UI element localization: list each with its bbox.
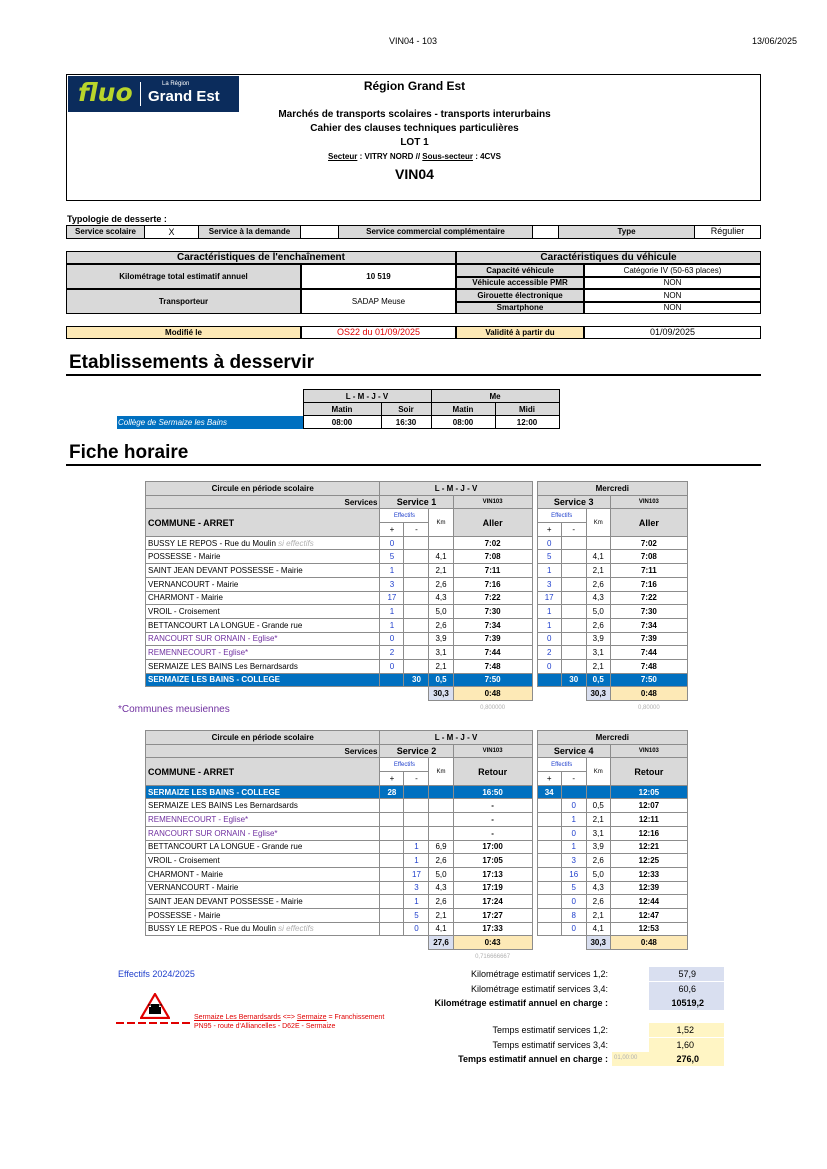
etab-name: Collège de Sermaize les Bains [117,416,303,429]
effectif-minus: 16 [561,867,586,881]
effectif-plus [380,895,404,909]
time-cell: 7:34 [453,618,532,632]
time-cell: 7:39 [453,632,532,646]
km-cell: 2,1 [429,659,453,673]
effectif-minus [404,646,429,660]
effectif-minus [561,646,586,660]
effectif-minus: 1 [404,895,429,909]
km-cell: 0,5 [586,799,610,813]
km-cell: 3,9 [429,632,453,646]
kmann-value: 10519,2 [649,996,724,1010]
km-cell: 5,0 [586,867,610,881]
effectif-minus: 0 [561,826,586,840]
typologie-row: Service scolaire X Service à la demande Service commercial complémentaire Type Régulier [66,225,761,239]
effectif-plus [380,826,404,840]
stop-name: BETTANCOURT LA LONGUE - Grande rue [146,840,380,854]
km-cell [586,785,610,799]
km-cell: 4,1 [586,550,610,564]
effectif-plus: 1 [537,564,561,578]
time-cell: 12:07 [610,799,687,813]
time-cell: 7:11 [610,564,687,578]
time-cell: 17:19 [453,881,532,895]
effectif-plus [380,840,404,854]
effectif-plus: 2 [537,646,561,660]
t34-label: Temps estimatif services 3,4: [492,1040,608,1050]
legend-line2: PN95 - route d'Alliancelles - D62E - Sermaize [194,1023,336,1030]
effectif-plus [380,908,404,922]
total-row: 27,6 0:43 30,3 0:48 [146,936,688,950]
effectif-minus [561,785,586,799]
table-row [146,550,688,564]
stop-name: SAINT JEAN DEVANT POSSESSE - Mairie [146,564,380,578]
time-cell: 16:50 [453,785,532,799]
table-row [146,591,688,605]
communes-note: *Communes meusiennes [118,704,230,715]
stop-name: BUSSY LE REPOS - Rue du Moulin si effectifs [146,922,380,936]
tann-gray: 01,00:00 [614,1055,638,1061]
effectif-minus [404,785,429,799]
page-code: VIN04 - 103 [389,36,438,46]
lot: LOT 1 [400,137,429,148]
km-cell: 3,1 [429,646,453,660]
effectif-minus [404,564,429,578]
effectif-plus [537,908,561,922]
time-cell: 17:13 [453,867,532,881]
km-cell: 2,1 [586,813,610,827]
time-cell: 7:22 [610,591,687,605]
table-row [146,605,688,619]
time-cell: 7:48 [453,659,532,673]
effectif-minus: 5 [404,908,429,922]
stop-name: VROIL - Croisement [146,854,380,868]
title-box [66,74,761,201]
table-row [146,895,688,909]
time-cell: 7:22 [453,591,532,605]
stop-name: REMENNECOURT - Eglise* [146,813,380,827]
time-cell: 7:44 [610,646,687,660]
km-cell: 4,1 [429,922,453,936]
km-cell: 3,1 [586,646,610,660]
horaire-table-aller: Circule en période scolaire L - M - J - V Mercredi Services Service 1 VIN103 Service 3 VIN103 COMMUNE - ARRET Effectifs Km Aller Effectifs Km Aller + - + - BUSSY LE REPOS - Rue du Moulin si effectifs 0 7:02 0 7:02 POSSESSE - Mairie 5 4,1 7:08 5 4,1 7:08 SAINT JEAN DEVANT POSSESSE - Mairie 1 2,1 7:11 1 2,1 7:11 VERNANCOURT - Mairie 3 2,6 7:16 3 2,6 7:16 CHARMONT - Mairie 17 4,3 7:22 17 4,3 7:22 VROIL - Croisement 1 5,0 7:30 1 5,0 7:30 BETTANCOURT LA LONGUE - Grande rue 1 2,6 7:34 1 2,6 7:34 RANCOURT SUR ORNAIN - Eglise* 0 3,9 7:39 0 3,9 7:39 REMENNECOURT - Eglise* 2 3,1 7:44 2 3,1 7:44 SERMAIZE LES BAINS Les Bernardsards 0 2,1 7:48 0 2,1 7:48 SERMAIZE LES BAINS - COLLEGE 30 0,5 7:50 30 0,5 7:50 30,3 0:48 30,3 0:48 0,800000 0,80000 [145,481,688,714]
table-row [146,673,688,687]
effectif-minus: 30 [404,673,429,687]
km-cell [429,785,453,799]
effectif-minus: 3 [404,881,429,895]
km-cell: 5,0 [429,867,453,881]
effectif-plus [380,854,404,868]
effectif-minus [404,591,429,605]
km34-label: Kilométrage estimatif services 3,4: [470,984,608,994]
time-cell: 7:34 [610,618,687,632]
km-cell: 3,9 [586,840,610,854]
effectif-plus: 28 [380,785,404,799]
stop-name: VROIL - Croisement [146,605,380,619]
km-cell: 6,9 [429,840,453,854]
effectif-plus: 5 [537,550,561,564]
table-row [146,813,688,827]
effectif-minus: 30 [561,673,586,687]
effectif-plus [537,826,561,840]
effectif-plus [537,895,561,909]
effectif-plus [380,881,404,895]
effectif-minus [561,618,586,632]
stop-name: SERMAIZE LES BAINS Les Bernardsards [146,799,380,813]
effectif-plus [537,867,561,881]
table-row [146,922,688,936]
km-cell: 2,6 [586,854,610,868]
table-row [146,632,688,646]
effectif-minus: 0 [561,895,586,909]
km-cell [429,826,453,840]
time-cell: 7:50 [453,673,532,687]
effectif-plus: 0 [380,659,404,673]
stop-name: SAINT JEAN DEVANT POSSESSE - Mairie [146,895,380,909]
stop-name: VERNANCOURT - Mairie [146,577,380,591]
time-cell: 12:44 [610,895,687,909]
effectif-minus: 0 [561,922,586,936]
table-row [146,659,688,673]
km-cell [586,536,610,550]
effectif-plus: 1 [380,618,404,632]
time-cell: 7:08 [610,550,687,564]
effectif-plus: 0 [537,632,561,646]
table-row [146,867,688,881]
effectif-plus: 34 [537,785,561,799]
effectif-minus [561,632,586,646]
km-cell: 2,1 [429,908,453,922]
effectif-plus: 17 [380,591,404,605]
km12-value: 57,9 [649,967,724,981]
effectif-plus [537,854,561,868]
time-cell: 17:00 [453,840,532,854]
km-cell: 4,3 [429,881,453,895]
time-cell: 7:39 [610,632,687,646]
km-cell [429,813,453,827]
effectif-plus [380,867,404,881]
effectif-minus [561,536,586,550]
effectif-minus [404,605,429,619]
time-cell: 12:33 [610,867,687,881]
km-cell: 0,5 [429,673,453,687]
time-cell: - [453,813,532,827]
km-cell: 2,6 [429,618,453,632]
time-cell: 12:47 [610,908,687,922]
km-cell: 2,1 [429,564,453,578]
stop-name: SERMAIZE LES BAINS Les Bernardsards [146,659,380,673]
time-cell: 12:53 [610,922,687,936]
km-cell: 4,1 [586,922,610,936]
time-cell: 7:02 [453,536,532,550]
table-row [146,564,688,578]
km-cell: 3,9 [586,632,610,646]
time-cell: 7:44 [453,646,532,660]
time-cell: 7:08 [453,550,532,564]
table-row [146,840,688,854]
effectif-minus [404,536,429,550]
km-cell [429,799,453,813]
effectif-minus [561,591,586,605]
divider [66,374,761,376]
km-cell: 2,6 [429,577,453,591]
table-row [146,646,688,660]
page-date: 13/06/2025 [752,36,798,46]
effectif-plus [537,813,561,827]
effectif-minus [404,826,429,840]
time-cell: 7:16 [453,577,532,591]
effectif-plus [537,922,561,936]
table-row [146,908,688,922]
time-cell: 12:21 [610,840,687,854]
km-cell: 2,6 [586,895,610,909]
km-cell [429,536,453,550]
typologie-title: Typologie de desserte : [67,214,167,224]
effectif-minus: 1 [561,813,586,827]
effectif-minus: 8 [561,908,586,922]
effectifs-year: Effectifs 2024/2025 [118,969,195,979]
effectif-minus: 5 [561,881,586,895]
effectif-plus [380,922,404,936]
effectif-plus [537,840,561,854]
effectif-plus [537,881,561,895]
table-row [146,854,688,868]
time-cell: 7:02 [610,536,687,550]
horaire-table-retour: Circule en période scolaire L - M - J - V Mercredi Services Service 2 VIN103 Service 4 VIN103 COMMUNE - ARRET Effectifs Km Retour Effectifs Km Retour + - + - SERMAIZE LES BAINS - COLLEGE 28 16:50 34 12:05 SERMAIZE LES BAINS Les Bernardsards - 0 0,5 12:07 REMENNECOURT - Eglise* - 1 2,1 12:11 RANCOURT SUR ORNAIN - Eglise* - 0 3,1 12:16 BETTANCOURT LA LONGUE - Grande rue 1 6,9 17:00 1 3,9 12:21 VROIL - Croisement 1 2,6 17:05 3 2,6 12:25 CHARMONT - Mairie 17 5,0 17:13 16 5,0 12:33 VERNANCOURT - Mairie 3 4,3 17:19 5 4,3 12:39 SAINT JEAN DEVANT POSSESSE - Mairie 1 2,6 17:24 0 2,6 12:44 POSSESSE - Mairie 5 2,1 17:27 8 2,1 12:47 BUSSY LE REPOS - Rue du Moulin si effectifs 0 4,1 17:33 0 4,1 12:53 27,6 0:43 30,3 0:48 0,716666667 [145,730,688,963]
time-cell: 12:16 [610,826,687,840]
t12-label: Temps estimatif services 1,2: [492,1025,608,1035]
km-cell: 4,3 [429,591,453,605]
time-cell: 12:39 [610,881,687,895]
stop-name: BUSSY LE REPOS - Rue du Moulin si effectifs [146,536,380,550]
stop-name: CHARMONT - Mairie [146,867,380,881]
km-cell: 4,3 [586,881,610,895]
t34-value: 1,60 [649,1038,724,1052]
time-cell: 12:25 [610,854,687,868]
t12-value: 1,52 [649,1023,724,1037]
stop-name: BETTANCOURT LA LONGUE - Grande rue [146,618,380,632]
effectif-plus: 0 [537,659,561,673]
fluo-logo: fluo La Région Grand Est [68,76,239,112]
effectif-minus [404,659,429,673]
table-row [146,618,688,632]
effectif-plus: 0 [537,536,561,550]
km-cell: 5,0 [586,605,610,619]
red-dashed-line [116,1020,192,1026]
secteur: Secteur : VITRY NORD // Sous-secteur : 4CVS [328,152,501,161]
effectif-minus: 0 [404,922,429,936]
km-cell: 2,6 [586,577,610,591]
km-cell: 0,5 [586,673,610,687]
table-row [146,785,688,799]
effectif-plus: 1 [537,618,561,632]
legend-line1: Sermaize Les Bernardsards <=> Sermaize = Franchissement [194,1014,385,1021]
table-row [146,826,688,840]
modif-row: Modifié le OS22 du 01/09/2025 Validité à partir du 01/09/2025 [66,326,761,340]
time-cell: 17:33 [453,922,532,936]
stop-name: REMENNECOURT - Eglise* [146,646,380,660]
tann-value: 276,0 [676,1054,699,1064]
region-title: Région Grand Est [363,79,466,93]
time-cell: 7:30 [610,605,687,619]
km-cell: 3,1 [586,826,610,840]
effectif-plus: 17 [537,591,561,605]
time-cell: 7:48 [610,659,687,673]
divider [66,464,761,466]
effectif-minus: 3 [561,854,586,868]
km-cell: 2,6 [429,854,453,868]
effectif-plus [537,799,561,813]
table-row [146,799,688,813]
effectif-plus [380,673,404,687]
table-row [146,881,688,895]
km-cell: 2,6 [429,895,453,909]
effectif-plus: 3 [537,577,561,591]
time-cell: 17:27 [453,908,532,922]
vin-code: VIN04 [395,166,434,182]
time-cell: 7:30 [453,605,532,619]
effectif-minus: 1 [561,840,586,854]
effectif-plus: 2 [380,646,404,660]
stop-name: POSSESSE - Mairie [146,550,380,564]
time-cell: 17:05 [453,854,532,868]
km-cell: 4,1 [429,550,453,564]
effectif-plus: 5 [380,550,404,564]
stop-name: SERMAIZE LES BAINS - COLLEGE [146,673,380,687]
stop-name: SERMAIZE LES BAINS - COLLEGE [146,785,380,799]
total-row: 30,3 0:48 30,3 0:48 [146,687,688,701]
level-crossing-icon [140,993,170,1019]
table-row [146,536,688,550]
effectif-minus [561,659,586,673]
effectif-minus [561,605,586,619]
effectif-minus [404,550,429,564]
km-cell: 2,6 [586,618,610,632]
effectif-minus [404,632,429,646]
etab-table: L - M - J - V Me Matin Soir Matin Midi Collège de Sermaize les Bains 08:00 16:30 08:00 12:00 [117,389,560,429]
time-cell: - [453,826,532,840]
km-cell: 5,0 [429,605,453,619]
km-cell: 2,1 [586,908,610,922]
effectif-plus: 1 [380,605,404,619]
fiche-title: Fiche horaire [69,442,189,463]
effectif-minus: 17 [404,867,429,881]
km-cell: 4,3 [586,591,610,605]
time-cell: - [453,799,532,813]
effectif-plus: 0 [380,632,404,646]
km34-value: 60,6 [649,982,724,996]
etab-title: Etablissements à desservir [69,352,315,373]
effectif-minus [561,564,586,578]
km12-label: Kilométrage estimatif services 1,2: [470,969,608,979]
effectif-minus [404,577,429,591]
time-cell: 12:11 [610,813,687,827]
kmann-label: Kilométrage estimatif annuel en charge : [434,998,608,1008]
stop-name: POSSESSE - Mairie [146,908,380,922]
effectif-plus: 1 [380,564,404,578]
stop-name: RANCOURT SUR ORNAIN - Eglise* [146,632,380,646]
time-cell: 12:05 [610,785,687,799]
km-cell: 2,1 [586,659,610,673]
time-cell: 7:16 [610,577,687,591]
stop-name: VERNANCOURT - Mairie [146,881,380,895]
table-row [146,577,688,591]
tann-label: Temps estimatif annuel en charge : [458,1054,608,1064]
caracteristiques: Caractéristiques de l'enchaînement Caractéristiques du véhicule Kilométrage total estimatif annuel 10 519 Transporteur SADAP Meuse Capacité véhicule Catégorie IV (50-63 places) Véhicule accessible PMR NON Girouette électronique NON Smartphone NON [66,251,761,315]
title-line2: Cahier des clauses techniques particulières [310,123,519,134]
effectif-minus [404,799,429,813]
effectif-minus [561,577,586,591]
effectif-plus [380,813,404,827]
effectif-minus [404,813,429,827]
time-cell: 7:11 [453,564,532,578]
effectif-minus: 1 [404,854,429,868]
time-cell: 7:50 [610,673,687,687]
effectif-minus: 1 [404,840,429,854]
time-cell: 17:24 [453,895,532,909]
effectif-plus: 3 [380,577,404,591]
km-cell: 2,1 [586,564,610,578]
effectif-plus [537,673,561,687]
effectif-minus: 0 [561,799,586,813]
effectif-plus: 0 [380,536,404,550]
stop-name: RANCOURT SUR ORNAIN - Eglise* [146,826,380,840]
effectif-minus [404,618,429,632]
effectif-minus [561,550,586,564]
stop-name: CHARMONT - Mairie [146,591,380,605]
effectif-plus: 1 [537,605,561,619]
title-line1: Marchés de transports scolaires - transports interurbains [278,109,551,120]
effectif-plus [380,799,404,813]
